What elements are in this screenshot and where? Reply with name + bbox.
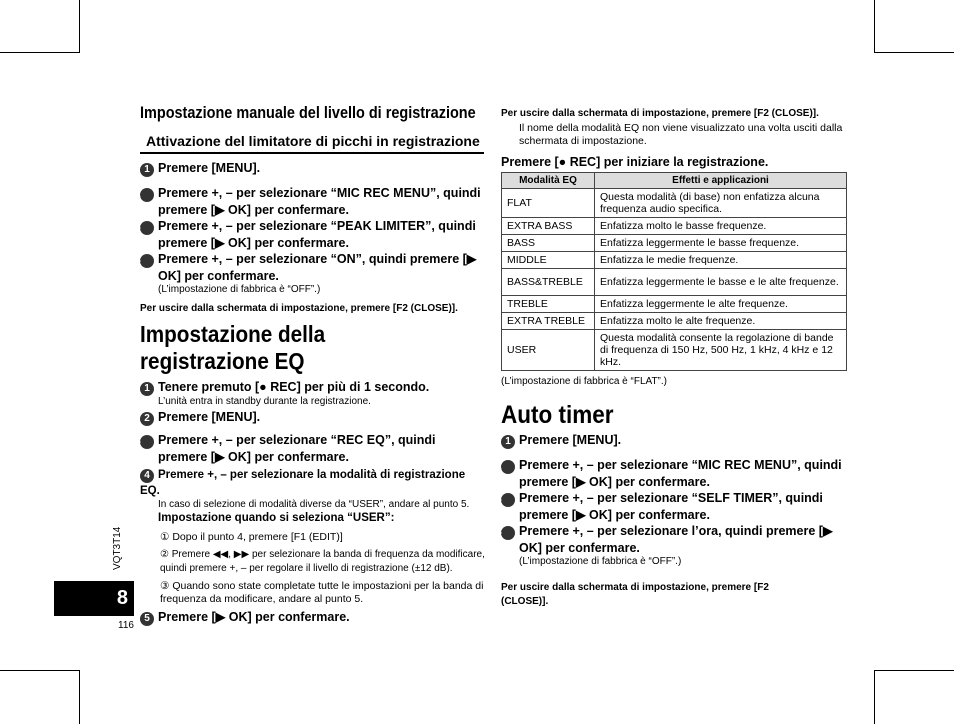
effect-cell: Enfatizza leggermente le basse e le alte frequenze.	[595, 269, 847, 296]
table-row	[502, 296, 847, 313]
effect-cell: Questa modalità (di base) non enfatizza alcuna frequenza audio specifica.	[595, 189, 847, 218]
mode-cell: TREBLE	[502, 296, 595, 313]
effect-cell: Enfatizza leggermente le alte frequenze.	[595, 296, 847, 313]
mode-cell: EXTRA BASS	[502, 218, 595, 235]
effect-cell: Enfatizza leggermente le basse frequenze.	[595, 235, 847, 252]
table-row	[502, 330, 847, 371]
table-row	[502, 235, 847, 252]
effect-cell: Enfatizza le medie frequenze.	[595, 252, 847, 269]
mode-cell: MIDDLE	[502, 252, 595, 269]
page-number: 116	[118, 620, 134, 631]
right-column: Per uscire dalla schermata di impostazione, premere [F2 (CLOSE)]. Il nome della modalità EQ non viene visualizzato una volta usciti dalla schermata di impostazione. Premere [● REC] per iniziare la registrazione. Modalità EQ Effetti e applicazioni FLAT Questa modalità (di base) non enfatizza alcuna frequenza audio specifica. EXTRA BASS Enfatizza molto le basse frequenze. BASS Enfatizza leggermente le basse frequenze. MIDDLE Enfatizza le medie frequenze. BASS&TREBLE Enfatizza leggermente le basse e le alte frequenze. TREBLE Enfatizza leggermente le alte frequenze. EXTRA TREBLE Enfatizza molto le alte frequenze. USER Questa modalità consente la regolazione di bande di frequenza di 150 Hz, 500 Hz, 1 kHz, 4 kHz e 12 kHz. (L’impostazione di fabbrica è “FLAT”.) Auto timer 1 Premere [MENU]. 2 Premere +, – per selezionare “MIC REC MENU”, quindi premere [▶ OK] per confermare. 3 Premere +, – per selezionare “SELF TIMER”, quindi premere [▶ OK] per confermare. 4 Premere +, – per selezionare l’ora, quindi premere [▶ OK] per confermare. (L’impostazione di fabbrica è “OFF”.) Per uscire dalla schermata di impostazione, premere [F2 (CLOSE)].	[501, 106, 847, 609]
left-column: 1 Premere [MENU]. 2 Premere +, – per selezionare “MIC REC MENU”, quindi premere [▶ OK] per confermare. 3 Premere +, – per selezionare “PEAK LIMITER”, quindi premere [▶ OK] per confermare. 4 Premere +, – per selezionare “ON”, quindi premere [▶ OK] per confermare. (L’impostazione di fabbrica è “OFF”.) Per uscire dalla schermata di impostazione, premere [F2 (CLOSE)]. Impostazione della registrazione EQ 1 Tenere premuto [● REC] per più di 1 secondo. L’unità entra in standby durante la registrazione. 2 Premere [MENU]. 3 Premere +, – per selezionare “REC EQ”, quindi premere [▶ OK] per confermare. 4 Premere +, – per selezionare la modalità di registrazione EQ. In caso di selezione di modalità diverse da “USER”, andare al punto 5. Impostazione quando si seleziona “USER”: ① Dopo il punto 4, premere [F1 (EDIT)] ② Premere ◀◀, ▶▶ per selezionare la banda di frequenza da modificare, quindi premere +, – per regolare il livello di registrazione (±12 dB). ③ Quando sono state completate tutte le impostazioni per la banda di frequenza da modificare, andare al punto 5. 5 Premere [▶ OK] per confermare.	[135, 161, 485, 624]
table-row	[502, 313, 847, 330]
table-row	[502, 269, 847, 296]
mode-cell: BASS&TREBLE	[502, 269, 595, 296]
eq-title: Impostazione della registrazione EQ	[140, 321, 326, 374]
eq-table: Modalità EQ Effetti e applicazioni FLAT Questa modalità (di base) non enfatizza alcuna frequenza audio specifica. EXTRA BASS Enfatizza molto le basse frequenze. BASS Enfatizza leggermente le basse frequenze. MIDDLE Enfatizza le medie frequenze. BASS&TREBLE Enfatizza leggermente le basse e le alte frequenze. TREBLE Enfatizza leggermente le alte frequenze. EXTRA TREBLE Enfatizza molto le alte frequenze. USER Questa modalità consente la regolazione di bande di frequenza di 150 Hz, 500 Hz, 1 kHz, 4 kHz e 12 kHz.	[501, 172, 847, 371]
mode-cell: USER	[502, 330, 595, 371]
effect-cell: Enfatizza molto le alte frequenze.	[595, 313, 847, 330]
table-row	[502, 189, 847, 218]
timer-title: Auto timer	[501, 401, 614, 429]
section-heading: Impostazione manuale del livello di registrazione	[140, 103, 476, 122]
mode-cell: FLAT	[502, 189, 595, 218]
table-row	[502, 252, 847, 269]
table-row	[502, 218, 847, 235]
mode-cell: BASS	[502, 235, 595, 252]
effect-cell: Enfatizza molto le basse frequenze.	[595, 218, 847, 235]
sub-heading: Attivazione del limitatore di picchi in registrazione	[146, 133, 480, 149]
product-code: VQT3T14	[112, 526, 123, 570]
mode-cell: EXTRA TREBLE	[502, 313, 595, 330]
page-tab: 8	[54, 581, 134, 616]
effect-cell: Questa modalità consente la regolazione di bande di frequenza di 150 Hz, 500 Hz, 1 kHz, 4 kHz e 12 kHz.	[595, 330, 847, 371]
